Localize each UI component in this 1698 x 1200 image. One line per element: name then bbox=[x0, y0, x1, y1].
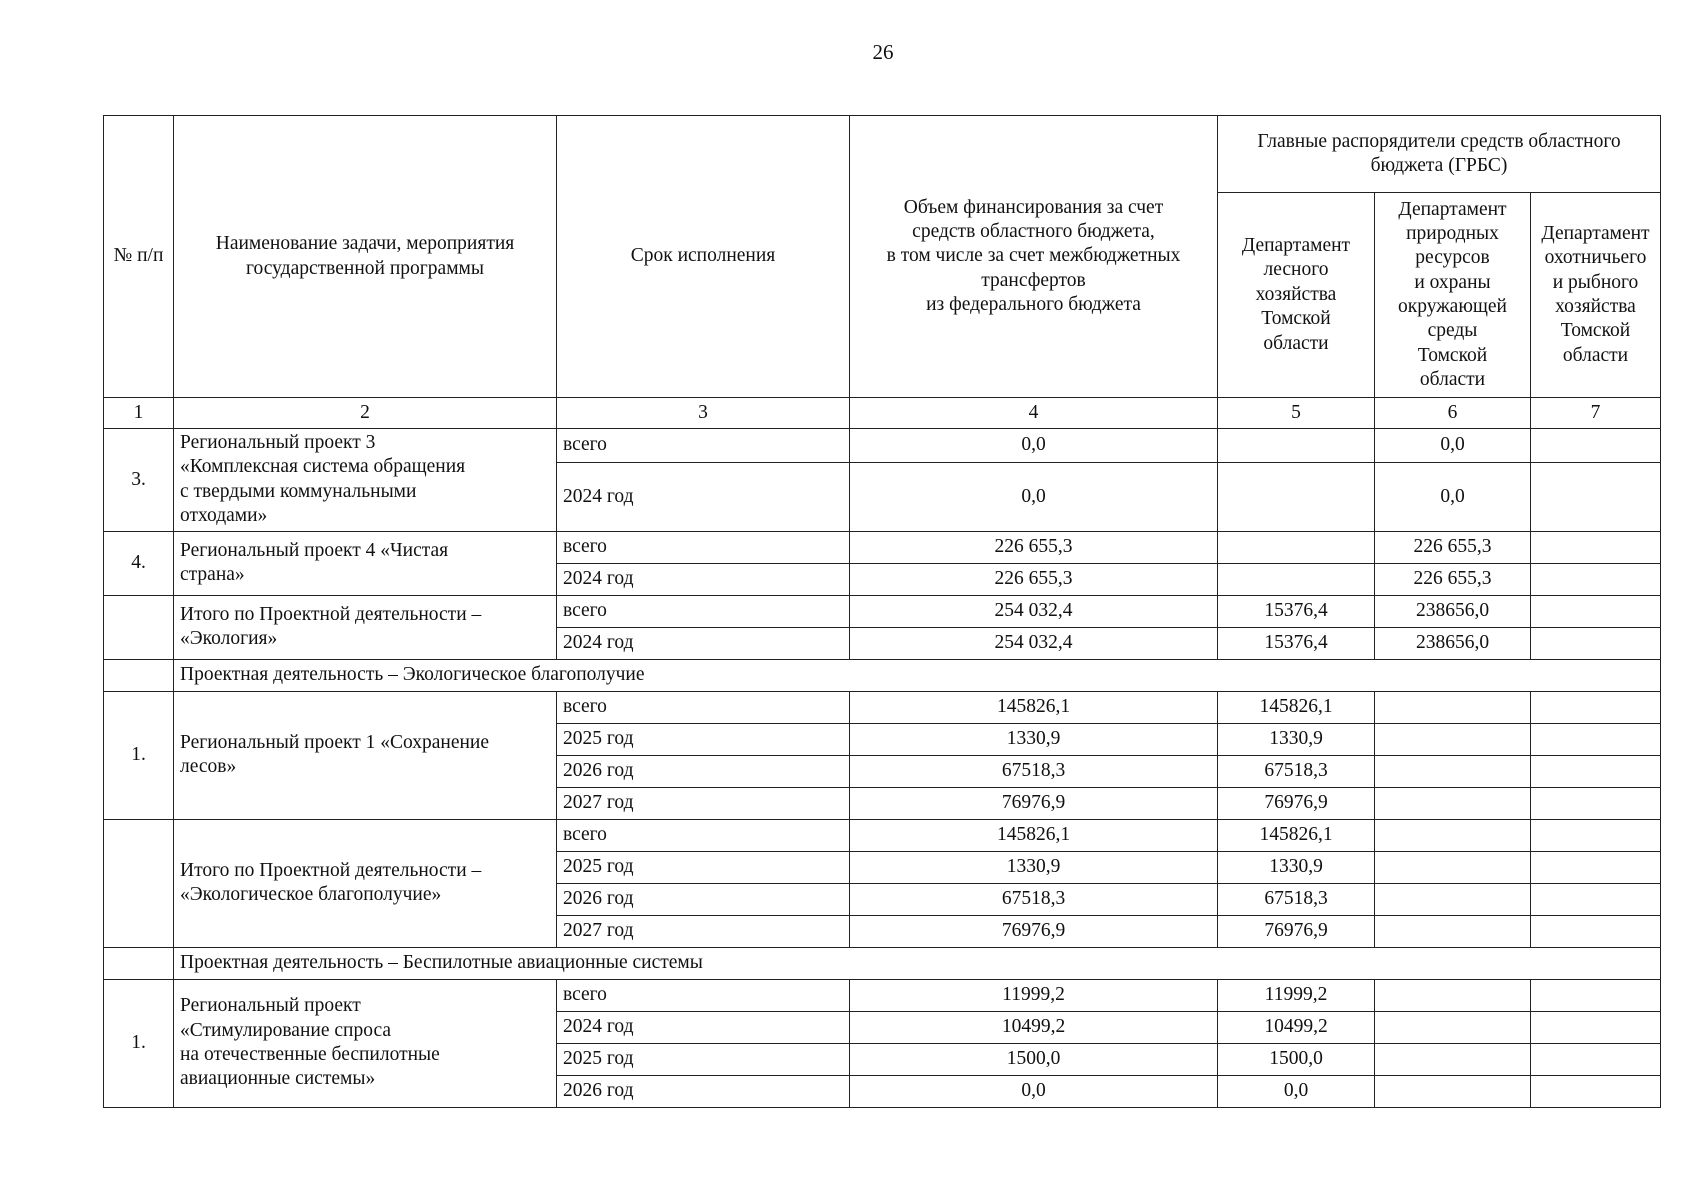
column-number: 3 bbox=[557, 398, 850, 429]
total-amount: 76976,9 bbox=[850, 915, 1218, 947]
period: всего bbox=[557, 819, 850, 851]
period: 2026 год bbox=[557, 883, 850, 915]
dept-nature-amount: 226 655,3 bbox=[1375, 531, 1531, 563]
dept-nature-amount bbox=[1375, 1011, 1531, 1043]
total-amount: 10499,2 bbox=[850, 1011, 1218, 1043]
dept-forest-amount: 67518,3 bbox=[1218, 883, 1375, 915]
period: 2024 год bbox=[557, 627, 850, 659]
header-period: Срок исполнения bbox=[557, 116, 850, 398]
dept-forest-amount bbox=[1218, 531, 1375, 563]
dept-hunting-amount bbox=[1531, 595, 1661, 627]
period: 2025 год bbox=[557, 723, 850, 755]
dept-forest-amount: 11999,2 bbox=[1218, 979, 1375, 1011]
total-amount: 0,0 bbox=[850, 463, 1218, 531]
period: 2027 год bbox=[557, 787, 850, 819]
dept-hunting-amount bbox=[1531, 755, 1661, 787]
budget-table bbox=[103, 115, 1661, 1108]
dept-hunting-amount bbox=[1531, 691, 1661, 723]
period: 2026 год bbox=[557, 755, 850, 787]
dept-forest-amount: 0,0 bbox=[1218, 1075, 1375, 1107]
header-dept-nature: Департамент природных ресурсов и охраны окружающей среды Томской области bbox=[1375, 193, 1531, 398]
header-dept-hunting: Департамент охотничьего и рыбного хозяйства Томской области bbox=[1531, 193, 1661, 398]
dept-forest-amount bbox=[1218, 463, 1375, 531]
dept-hunting-amount bbox=[1531, 883, 1661, 915]
total-amount: 67518,3 bbox=[850, 883, 1218, 915]
dept-forest-amount: 15376,4 bbox=[1218, 595, 1375, 627]
dept-hunting-amount bbox=[1531, 723, 1661, 755]
project-name: Региональный проект 4 «Чистая страна» bbox=[174, 531, 557, 595]
dept-forest-amount: 1500,0 bbox=[1218, 1043, 1375, 1075]
header-num: № п/п bbox=[104, 116, 174, 398]
period: всего bbox=[557, 691, 850, 723]
dept-forest-amount: 10499,2 bbox=[1218, 1011, 1375, 1043]
section-title: Проектная деятельность – Беспилотные авиационные системы bbox=[174, 947, 1661, 979]
period: всего bbox=[557, 531, 850, 563]
dept-hunting-amount bbox=[1531, 563, 1661, 595]
period: 2024 год bbox=[557, 563, 850, 595]
dept-forest-amount: 145826,1 bbox=[1218, 691, 1375, 723]
dept-hunting-amount bbox=[1531, 787, 1661, 819]
dept-hunting-amount bbox=[1531, 851, 1661, 883]
dept-nature-amount: 0,0 bbox=[1375, 429, 1531, 463]
section-row bbox=[104, 659, 1661, 691]
total-amount: 1330,9 bbox=[850, 723, 1218, 755]
period: 2024 год bbox=[557, 463, 850, 531]
dept-forest-amount bbox=[1218, 563, 1375, 595]
dept-forest-amount: 76976,9 bbox=[1218, 787, 1375, 819]
column-number: 6 bbox=[1375, 398, 1531, 429]
row-number bbox=[104, 595, 174, 659]
dept-nature-amount bbox=[1375, 979, 1531, 1011]
total-amount: 67518,3 bbox=[850, 755, 1218, 787]
table-row bbox=[104, 531, 1661, 563]
dept-nature-amount: 238656,0 bbox=[1375, 595, 1531, 627]
dept-nature-amount bbox=[1375, 915, 1531, 947]
period: 2027 год bbox=[557, 915, 850, 947]
dept-nature-amount bbox=[1375, 819, 1531, 851]
period: 2025 год bbox=[557, 851, 850, 883]
period: всего bbox=[557, 979, 850, 1011]
dept-forest-amount: 145826,1 bbox=[1218, 819, 1375, 851]
dept-forest-amount: 1330,9 bbox=[1218, 851, 1375, 883]
dept-forest-amount: 67518,3 bbox=[1218, 755, 1375, 787]
dept-forest-amount: 76976,9 bbox=[1218, 915, 1375, 947]
dept-hunting-amount bbox=[1531, 1075, 1661, 1107]
period: 2026 год bbox=[557, 1075, 850, 1107]
total-amount: 76976,9 bbox=[850, 787, 1218, 819]
dept-nature-amount bbox=[1375, 883, 1531, 915]
total-amount: 0,0 bbox=[850, 1075, 1218, 1107]
row-number: 3. bbox=[104, 429, 174, 532]
dept-hunting-amount bbox=[1531, 915, 1661, 947]
dept-nature-amount bbox=[1375, 1075, 1531, 1107]
total-amount: 226 655,3 bbox=[850, 563, 1218, 595]
dept-forest-amount: 1330,9 bbox=[1218, 723, 1375, 755]
header-name: Наименование задачи, мероприятия государственной программы bbox=[174, 116, 557, 398]
section-title: Проектная деятельность – Экологическое благополучие bbox=[174, 659, 1661, 691]
dept-nature-amount: 226 655,3 bbox=[1375, 563, 1531, 595]
dept-hunting-amount bbox=[1531, 463, 1661, 531]
total-amount: 226 655,3 bbox=[850, 531, 1218, 563]
header-total-funding: Объем финансирования за счет средств областного бюджета, в том числе за счет межбюджетных трансфертов из федерального бюджета bbox=[850, 116, 1218, 398]
column-number: 1 bbox=[104, 398, 174, 429]
total-amount: 145826,1 bbox=[850, 691, 1218, 723]
section-row bbox=[104, 947, 1661, 979]
total-amount: 254 032,4 bbox=[850, 595, 1218, 627]
row-number: 4. bbox=[104, 531, 174, 595]
total-amount: 1330,9 bbox=[850, 851, 1218, 883]
dept-nature-amount bbox=[1375, 691, 1531, 723]
dept-nature-amount bbox=[1375, 755, 1531, 787]
row-number bbox=[104, 819, 174, 947]
table-row bbox=[104, 595, 1661, 627]
total-name: Итого по Проектной деятельности – «Экологическое благополучие» bbox=[174, 819, 557, 947]
total-amount: 0,0 bbox=[850, 429, 1218, 463]
dept-hunting-amount bbox=[1531, 819, 1661, 851]
dept-nature-amount: 238656,0 bbox=[1375, 627, 1531, 659]
dept-hunting-amount bbox=[1531, 1043, 1661, 1075]
header-grbs: Главные распорядители средств областного бюджета (ГРБС) bbox=[1218, 116, 1661, 193]
total-amount: 254 032,4 bbox=[850, 627, 1218, 659]
dept-nature-amount bbox=[1375, 1043, 1531, 1075]
total-amount: 11999,2 bbox=[850, 979, 1218, 1011]
period: всего bbox=[557, 595, 850, 627]
dept-nature-amount bbox=[1375, 787, 1531, 819]
column-number: 7 bbox=[1531, 398, 1661, 429]
header-row-1 bbox=[104, 116, 1661, 193]
column-number: 4 bbox=[850, 398, 1218, 429]
total-name: Итого по Проектной деятельности – «Экология» bbox=[174, 595, 557, 659]
column-number: 5 bbox=[1218, 398, 1375, 429]
total-amount: 1500,0 bbox=[850, 1043, 1218, 1075]
dept-nature-amount bbox=[1375, 851, 1531, 883]
column-number: 2 bbox=[174, 398, 557, 429]
dept-hunting-amount bbox=[1531, 1011, 1661, 1043]
row-number bbox=[104, 659, 174, 691]
project-name: Региональный проект 3 «Комплексная система обращения с твердыми коммунальными отходами» bbox=[174, 429, 557, 532]
project-name: Региональный проект «Стимулирование спроса на отечественные беспилотные авиационные системы» bbox=[174, 979, 557, 1107]
page-number: 26 bbox=[872, 40, 894, 64]
dept-forest-amount bbox=[1218, 429, 1375, 463]
dept-nature-amount bbox=[1375, 723, 1531, 755]
dept-hunting-amount bbox=[1531, 627, 1661, 659]
header-dept-forest: Департамент лесного хозяйства Томской области bbox=[1218, 193, 1375, 398]
period: всего bbox=[557, 429, 850, 463]
table-row bbox=[104, 979, 1661, 1011]
dept-hunting-amount bbox=[1531, 429, 1661, 463]
project-name: Региональный проект 1 «Сохранение лесов» bbox=[174, 691, 557, 819]
dept-hunting-amount bbox=[1531, 979, 1661, 1011]
table-row bbox=[104, 691, 1661, 723]
period: 2024 год bbox=[557, 1011, 850, 1043]
table-row bbox=[104, 429, 1661, 463]
period: 2025 год bbox=[557, 1043, 850, 1075]
row-number: 1. bbox=[104, 979, 174, 1107]
dept-forest-amount: 15376,4 bbox=[1218, 627, 1375, 659]
total-amount: 145826,1 bbox=[850, 819, 1218, 851]
row-number: 1. bbox=[104, 691, 174, 819]
table-row bbox=[104, 819, 1661, 851]
row-number bbox=[104, 947, 174, 979]
dept-hunting-amount bbox=[1531, 531, 1661, 563]
dept-nature-amount: 0,0 bbox=[1375, 463, 1531, 531]
column-numbers-row bbox=[104, 398, 1661, 429]
